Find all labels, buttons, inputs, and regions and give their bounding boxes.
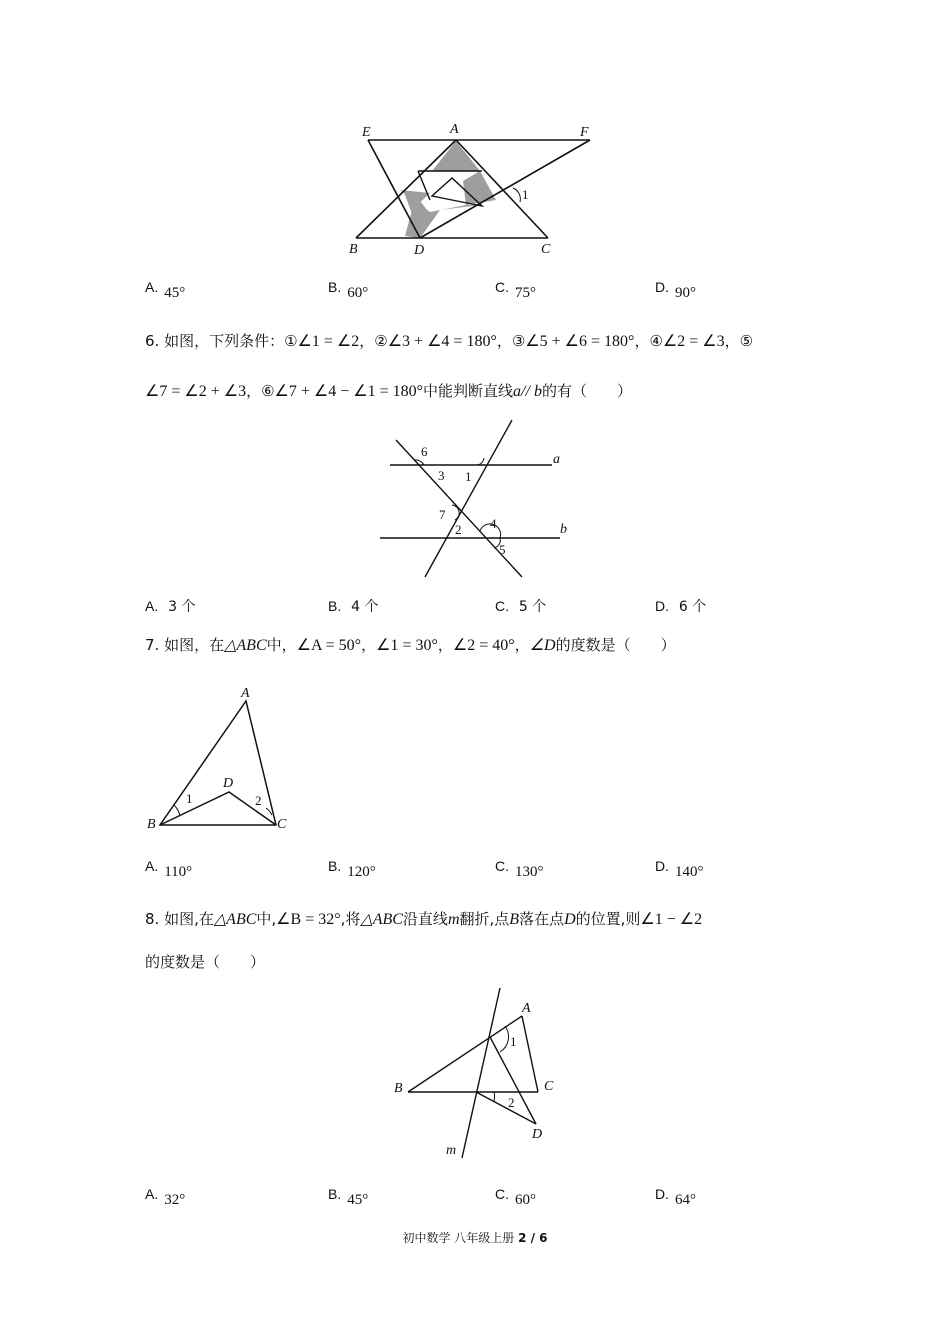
q8-option-b-value: 45°	[347, 1192, 369, 1208]
q8-line-m: m	[447, 911, 460, 928]
q7-label-d: D	[223, 776, 234, 791]
q7-figure	[140, 680, 300, 830]
q7-t1: 中，	[266, 636, 297, 654]
q6-option-d[interactable]	[655, 596, 706, 616]
q5-label-a: A	[450, 122, 459, 137]
q6-label-1: 1	[465, 469, 472, 484]
q8-stem-line-1	[145, 908, 702, 929]
q8-expr: ∠1 − ∠2	[640, 911, 703, 928]
q8-label-1: 1	[510, 1034, 517, 1049]
q7-stem	[145, 634, 676, 655]
q6-cond-3: ∠5 + ∠6 = 180°	[525, 333, 635, 350]
q6-option-c-label: C.	[495, 598, 513, 614]
q8-option-c-value: 60°	[515, 1192, 536, 1208]
q7-label-a: A	[241, 686, 250, 701]
q8-t5: 落在点	[519, 910, 565, 928]
q7-cond-a: ∠A = 50°	[296, 637, 362, 654]
q5-option-c[interactable]	[495, 279, 536, 302]
q7-option-d-label: D.	[655, 858, 669, 874]
q8-label-c: C	[544, 1079, 554, 1094]
q8-t3: 沿直线	[402, 910, 448, 928]
q5-option-a-label: A.	[145, 279, 159, 295]
q8-t6: 的位置,则	[575, 910, 641, 928]
q5-shaded-region-right	[463, 171, 496, 205]
q8-label-d: D	[532, 1127, 543, 1142]
q7-angle-d: ∠D	[529, 637, 556, 654]
q6-cond-2: ∠3 + ∠4 = 180°	[387, 333, 497, 350]
q6-label-a: a	[553, 452, 560, 467]
q7-triangle: △ABC	[224, 637, 267, 654]
q5-option-d-label: D.	[655, 279, 669, 295]
q7-cond-1: ∠1 = 30°	[376, 637, 438, 654]
q6-label-7: 7	[439, 507, 446, 522]
q7-option-a-label: A.	[145, 858, 159, 874]
q5-label-f: F	[580, 125, 589, 140]
q8-option-d-value: 64°	[675, 1192, 696, 1208]
q6-figure	[375, 415, 575, 580]
q6-prefix: 6. 如图，下列条件：①	[145, 332, 298, 350]
q6-label-b: b	[560, 522, 567, 537]
q8-t4: 翻折,点	[459, 910, 510, 928]
q8-line-m	[462, 988, 500, 1158]
q5-figure	[340, 118, 600, 260]
q7-option-b[interactable]	[328, 858, 376, 881]
q8-option-d[interactable]	[655, 1186, 696, 1209]
q5-label-e: E	[362, 125, 371, 140]
q7-arc-1	[174, 805, 180, 816]
q7-option-c[interactable]	[495, 858, 544, 881]
q6-option-b-value: 4 个	[351, 599, 379, 615]
q5-option-c-label: C.	[495, 279, 509, 295]
q6-option-c-value: 5 个	[518, 599, 547, 615]
q6-label-5: 5	[499, 542, 506, 557]
q6-label-2: 2	[455, 522, 462, 537]
q8-option-a-label: A.	[145, 1186, 159, 1202]
q8-option-a[interactable]	[145, 1186, 186, 1209]
q6-cond-6: ∠7 + ∠4 − ∠1 = 180°	[274, 383, 424, 400]
q6-option-b[interactable]	[328, 596, 378, 616]
q7-cond-2: ∠2 = 40°	[452, 637, 515, 654]
q8-point-b: B	[509, 911, 520, 928]
q5-label-c: C	[541, 242, 551, 257]
q5-label-d: D	[414, 243, 425, 258]
q8-triangle: △ABC	[213, 911, 257, 928]
q6-line-2	[145, 380, 632, 401]
q8-option-b-label: B.	[328, 1186, 342, 1202]
q6-option-a-value: 3 个	[168, 599, 196, 615]
q7-option-c-label: C.	[495, 858, 509, 874]
q8-stem-line-2	[145, 951, 265, 972]
q7-label-1: 1	[186, 791, 193, 806]
q6-cond-4: ∠2 = ∠3	[662, 333, 725, 350]
q5-line-ed	[368, 140, 420, 238]
q5-option-d[interactable]	[655, 279, 696, 302]
q7-t4: ，	[514, 636, 530, 654]
q8-option-c[interactable]	[495, 1186, 536, 1209]
q5-option-b-value: 60°	[347, 285, 369, 301]
q5-angle-1-arc	[513, 188, 520, 202]
q7-option-b-value: 120°	[347, 864, 376, 880]
q6-sep-3: ，③	[496, 332, 526, 350]
footer-text: 初中数学 八年级上册	[402, 1231, 519, 1245]
q5-option-b-label: B.	[328, 279, 342, 295]
q7-label-b: B	[147, 817, 156, 830]
q5-line-ab	[356, 140, 456, 238]
q6-cond-5: ∠7 = ∠2 + ∠3	[145, 383, 247, 400]
q5-option-a[interactable]	[145, 279, 186, 302]
q8-label-m: m	[446, 1143, 457, 1158]
q6-option-b-label: B.	[328, 598, 346, 614]
q8-line-ba	[408, 1016, 522, 1092]
q7-end: 的度数是（ ）	[555, 636, 676, 654]
q5-label-1: 1	[522, 187, 529, 202]
q6-sep-6: ，⑥	[246, 382, 275, 400]
q8-label-2: 2	[508, 1095, 515, 1110]
q6-line-1	[145, 330, 753, 351]
q8-t1: 中,	[256, 910, 277, 928]
page-footer	[0, 1229, 950, 1246]
q5-option-a-value: 45°	[164, 285, 186, 301]
q7-label-2: 2	[255, 793, 262, 808]
q6-mid: 中能判断直线	[423, 382, 514, 400]
q6-option-a-label: A.	[145, 598, 163, 614]
q5-option-c-value: 75°	[515, 285, 536, 301]
q6-end: 的有（ ）	[541, 382, 632, 400]
q7-arc-2	[266, 808, 272, 815]
q8-option-c-label: C.	[495, 1186, 509, 1202]
q8-line2: 的度数是（ ）	[145, 953, 266, 971]
q7-option-a[interactable]	[145, 858, 193, 881]
q7-option-a-value: 110°	[164, 864, 193, 880]
q8-triangle-2: △ABC	[360, 911, 403, 928]
q7-label-c: C	[277, 817, 287, 830]
q8-label-b: B	[394, 1081, 403, 1096]
q5-option-d-value: 90°	[675, 285, 696, 301]
q7-prefix: 7. 如图，在	[145, 636, 225, 654]
q6-sep-5: ，⑤	[724, 332, 754, 350]
q6-sep-2: ，②	[359, 332, 388, 350]
q8-option-d-label: D.	[655, 1186, 669, 1202]
q8-label-a: A	[522, 1001, 531, 1016]
q8-arc-2	[494, 1092, 495, 1101]
q6-option-c[interactable]	[495, 596, 546, 616]
q8-t2: ,将	[340, 910, 361, 928]
footer-page-number: 2 / 6	[518, 1231, 548, 1245]
q6-label-4: 4	[490, 516, 497, 531]
q6-cond-1: ∠1 = ∠2	[297, 333, 360, 350]
q6-label-3: 3	[438, 468, 445, 483]
q6-arc-1	[477, 458, 484, 465]
q7-option-d[interactable]	[655, 858, 704, 881]
q7-t2: ，	[361, 636, 377, 654]
q7-option-b-label: B.	[328, 858, 342, 874]
q5-option-b[interactable]	[328, 279, 369, 302]
q8-line-ac	[522, 1016, 538, 1092]
q7-option-d-value: 140°	[675, 864, 704, 880]
q6-option-d-value: 6 个	[678, 599, 707, 615]
q6-sep-4: ，④	[634, 332, 663, 350]
q8-point-d: D	[564, 911, 576, 928]
q7-t3: ，	[437, 636, 453, 654]
q6-option-d-label: D.	[655, 598, 673, 614]
q8-prefix: 8. 如图,在	[145, 910, 214, 928]
q8-option-b[interactable]	[328, 1186, 369, 1209]
q6-option-a[interactable]	[145, 596, 195, 616]
q8-option-a-value: 32°	[164, 1192, 186, 1208]
q6-relation: a// b	[513, 383, 542, 400]
q6-label-6: 6	[421, 444, 428, 459]
q5-label-b: B	[349, 242, 358, 257]
q7-option-c-value: 130°	[515, 864, 544, 880]
q8-figure	[390, 985, 565, 1160]
q8-cond-b: ∠B = 32°	[276, 911, 341, 928]
